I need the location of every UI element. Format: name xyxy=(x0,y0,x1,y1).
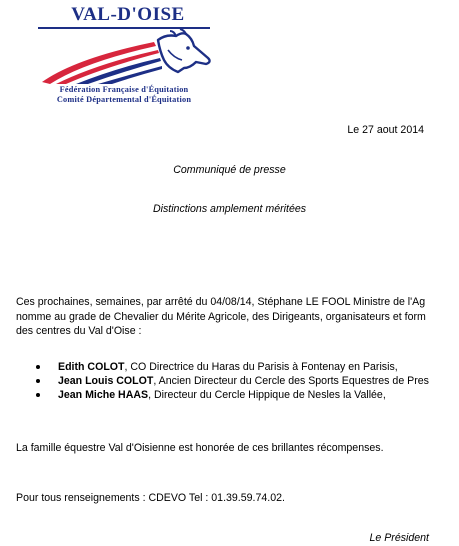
logo-federation: Fédération Française d'Équitation xyxy=(59,85,189,94)
logo xyxy=(28,4,218,108)
press-release-label: Communiqué de presse xyxy=(173,164,286,176)
horse-logo-icon xyxy=(36,28,212,84)
honoree-desc: , Ancien Directeur du Cercle des Sports Equestres de Pres xyxy=(153,375,429,387)
intro-line-2: nomme au grade de Chevalier du Mérite Agricole, des Dirigeants, organisateurs et form xyxy=(16,310,426,323)
honorees-list xyxy=(36,360,459,402)
logo-comite: Comité Départemental d'Équitation xyxy=(56,95,192,104)
document-subject: Distinctions amplement méritées xyxy=(152,203,307,215)
honoree-desc: , Directeur du Cercle Hippique de Nesles la Vallée, xyxy=(148,389,386,401)
intro-line-1: Ces prochaines, semaines, par arrêté du 04/08/14, Stéphane LE FOOL Ministre de l'Ag xyxy=(16,296,426,308)
intro-paragraph xyxy=(16,295,459,339)
intro-line-3: des centres du Val d'Oise : xyxy=(16,325,142,337)
honoree-desc: , CO Directrice du Haras du Parisis à Fontenay en Parisis, xyxy=(124,361,398,373)
signature: Le Président xyxy=(369,532,429,544)
closing-paragraph: La famille équestre Val d'Oisienne est honorée de ces brillantes récompenses. xyxy=(16,442,384,454)
document-date: Le 27 aout 2014 xyxy=(347,124,424,136)
honoree-name: Jean Louis COLOT xyxy=(58,375,154,387)
list-item xyxy=(36,360,459,374)
logo-title: VAL-D'OISE xyxy=(71,4,185,25)
list-item xyxy=(36,374,459,388)
list-item xyxy=(36,388,459,402)
honoree-name: Edith COLOT xyxy=(58,361,125,373)
contact-info: Pour tous renseignements : CDEVO Tel : 01.39.59.74.02. xyxy=(16,492,285,504)
honoree-name: Jean Miche HAAS xyxy=(58,389,149,401)
